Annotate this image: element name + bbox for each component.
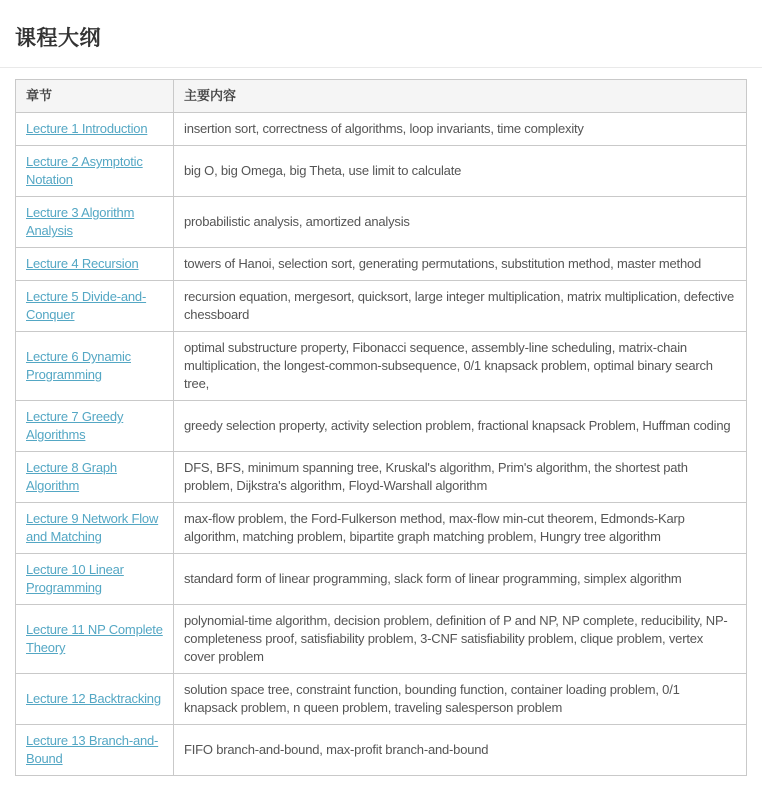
lecture-content: standard form of linear programming, slack form of linear programming, simplex algorithm bbox=[174, 554, 747, 605]
lecture-content: recursion equation, mergesort, quicksort, large integer multiplication, matrix multiplication, defective chessboard bbox=[174, 281, 747, 332]
table-row bbox=[16, 725, 747, 776]
chapter-cell bbox=[16, 113, 174, 146]
lecture-content: greedy selection property, activity selection problem, fractional knapsack Problem, Huffman coding bbox=[174, 401, 747, 452]
table-row bbox=[16, 554, 747, 605]
lecture-link[interactable]: Lecture 6 Dynamic Programming bbox=[26, 349, 131, 382]
lecture-link[interactable]: Lecture 8 Graph Algorithm bbox=[26, 460, 117, 493]
table-row bbox=[16, 674, 747, 725]
chapter-cell bbox=[16, 248, 174, 281]
column-header-chapter: 章节 bbox=[16, 80, 174, 113]
lecture-link[interactable]: Lecture 9 Network Flow and Matching bbox=[26, 511, 159, 544]
lecture-link[interactable]: Lecture 13 Branch-and-Bound bbox=[26, 733, 159, 766]
lecture-link[interactable]: Lecture 10 Linear Programming bbox=[26, 562, 124, 595]
lecture-link[interactable]: Lecture 12 Backtracking bbox=[26, 691, 161, 706]
table-row bbox=[16, 503, 747, 554]
table-row bbox=[16, 332, 747, 401]
lecture-link[interactable]: Lecture 1 Introduction bbox=[26, 121, 148, 136]
table-row bbox=[16, 248, 747, 281]
lecture-link[interactable]: Lecture 2 Asymptotic Notation bbox=[26, 154, 143, 187]
lecture-content: towers of Hanoi, selection sort, generating permutations, substitution method, master method bbox=[174, 248, 747, 281]
chapter-cell bbox=[16, 197, 174, 248]
table-row bbox=[16, 452, 747, 503]
chapter-cell bbox=[16, 332, 174, 401]
lecture-link[interactable]: Lecture 4 Recursion bbox=[26, 256, 139, 271]
title-divider bbox=[0, 67, 762, 68]
chapter-cell bbox=[16, 554, 174, 605]
chapter-cell bbox=[16, 146, 174, 197]
page-title: 课程大纲 bbox=[15, 27, 101, 50]
table-row bbox=[16, 281, 747, 332]
lecture-content: solution space tree, constraint function, bounding function, container loading problem, 0/1 knapsack problem, n queen problem, traveling salesperson problem bbox=[174, 674, 747, 725]
chapter-cell bbox=[16, 401, 174, 452]
column-header-content: 主要内容 bbox=[174, 80, 747, 113]
table-row bbox=[16, 401, 747, 452]
chapter-cell bbox=[16, 503, 174, 554]
lecture-content: optimal substructure property, Fibonacci sequence, assembly-line scheduling, matrix-chain multiplication, the longest-common-subsequence, 0/1 knapsack problem, optimal binary search tree, bbox=[174, 332, 747, 401]
lecture-content: big O, big Omega, big Theta, use limit to calculate bbox=[174, 146, 747, 197]
lecture-content: probabilistic analysis, amortized analysis bbox=[174, 197, 747, 248]
course-table-body bbox=[16, 113, 747, 776]
lecture-link[interactable]: Lecture 3 Algorithm Analysis bbox=[26, 205, 135, 238]
lecture-content: insertion sort, correctness of algorithms, loop invariants, time complexity bbox=[174, 113, 747, 146]
chapter-cell bbox=[16, 281, 174, 332]
lecture-content: DFS, BFS, minimum spanning tree, Kruskal's algorithm, Prim's algorithm, the shortest path problem, Dijkstra's algorithm, Floyd-Warshall algorithm bbox=[174, 452, 747, 503]
course-outline-table bbox=[15, 79, 747, 776]
lecture-content: max-flow problem, the Ford-Fulkerson method, max-flow min-cut theorem, Edmonds-Karp algorithm, matching problem, bipartite graph matching problem, Hungry tree algorithm bbox=[174, 503, 747, 554]
lecture-content: FIFO branch-and-bound, max-profit branch-and-bound bbox=[174, 725, 747, 776]
table-row bbox=[16, 605, 747, 674]
chapter-cell bbox=[16, 605, 174, 674]
table-row bbox=[16, 146, 747, 197]
table-row bbox=[16, 197, 747, 248]
table-row bbox=[16, 113, 747, 146]
lecture-link[interactable]: Lecture 5 Divide-and-Conquer bbox=[26, 289, 147, 322]
lecture-link[interactable]: Lecture 11 NP Complete Theory bbox=[26, 622, 163, 655]
chapter-cell bbox=[16, 452, 174, 503]
table-header-row bbox=[16, 80, 747, 113]
lecture-content: polynomial-time algorithm, decision problem, definition of P and NP, NP complete, reducibility, NP-completeness proof, satisfiability problem, 3-CNF satisfiability problem, clique problem, vertex cover problem bbox=[174, 605, 747, 674]
chapter-cell bbox=[16, 725, 174, 776]
chapter-cell bbox=[16, 674, 174, 725]
lecture-link[interactable]: Lecture 7 Greedy Algorithms bbox=[26, 409, 124, 442]
